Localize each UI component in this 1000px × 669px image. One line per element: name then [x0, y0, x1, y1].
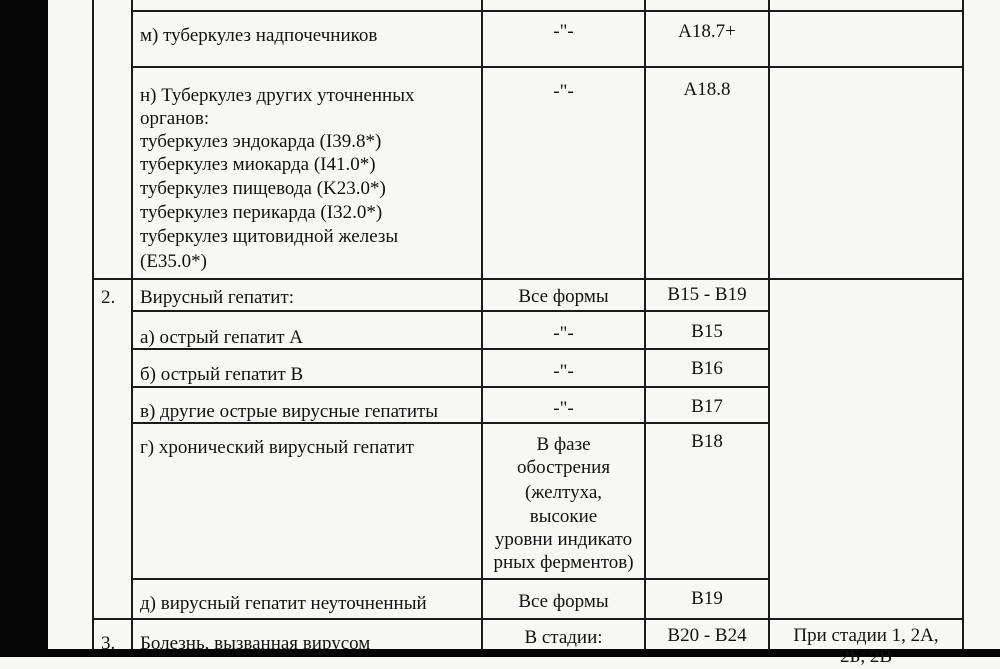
row-name: а) острый гепатит A [140, 327, 303, 348]
grid-line [92, 0, 94, 650]
row-form: В стадии: [524, 627, 603, 648]
row-form: Все формы [518, 286, 609, 307]
grid-line [131, 10, 962, 12]
row-code: B18 [691, 431, 723, 452]
row-form: Все формы [518, 591, 609, 612]
row-name: г) хронический вирусный гепатит [140, 437, 414, 458]
row-note-line: При стадии 1, 2А, [793, 625, 939, 646]
row-code: B17 [691, 396, 723, 417]
row-code: B15 - B19 [667, 284, 747, 305]
grid-line [131, 66, 962, 68]
row-form-line: рных ферментов) [493, 552, 634, 573]
row-form: -"- [553, 398, 574, 419]
row-name-line: органов: [140, 108, 210, 129]
row-name-line: (E35.0*) [140, 251, 208, 272]
row-code: B16 [691, 358, 723, 379]
row-form-line: обострения [516, 457, 611, 478]
row-name-line: туберкулез перикарда (I32.0*) [140, 202, 383, 223]
row-form-line: В фазе [536, 434, 591, 455]
grid-line [131, 0, 133, 650]
grid-line [768, 0, 770, 650]
row-name: Болезнь, вызванная вирусом [140, 633, 371, 654]
row-code: A18.8 [683, 79, 731, 100]
row-form-line: высокие [529, 506, 598, 527]
row-form: -"- [553, 361, 574, 382]
grid-line [92, 278, 962, 280]
row-code: A18.7+ [678, 21, 736, 42]
row-note-line: 2Б, 2В [839, 646, 893, 667]
row-number: 2. [101, 287, 116, 308]
grid-line [131, 310, 770, 312]
grid-line [131, 578, 770, 580]
row-form-line: (желтуха, [524, 482, 603, 503]
row-name-line: туберкулез миокарда (I41.0*) [140, 154, 376, 175]
row-name-line: туберкулез пищевода (K23.0*) [140, 178, 386, 199]
row-code: B15 [691, 321, 723, 342]
scan-dark-edge-left [0, 0, 48, 657]
row-code: B19 [691, 588, 723, 609]
row-form: -"- [553, 21, 574, 42]
row-code: B20 - B24 [667, 625, 747, 646]
row-form-line: уровни индикато [494, 529, 633, 550]
row-name: м) туберкулез надпочечников [140, 25, 378, 46]
row-name-line: н) Туберкулез других уточненных [140, 85, 415, 106]
row-name: в) другие острые вирусные гепатиты [140, 401, 439, 422]
row-form: -"- [553, 323, 574, 344]
grid-line [92, 618, 962, 620]
row-name-line: туберкулез эндокарда (I39.8*) [140, 131, 382, 152]
row-form: -"- [553, 81, 574, 102]
row-name: д) вирусный гепатит неуточненный [140, 593, 427, 614]
row-name-line: туберкулез щитовидной железы [140, 226, 399, 247]
grid-line [962, 0, 964, 650]
row-name: б) острый гепатит B [140, 364, 304, 385]
row-name: Вирусный гепатит: [140, 287, 295, 308]
row-number: 3. [101, 633, 116, 654]
